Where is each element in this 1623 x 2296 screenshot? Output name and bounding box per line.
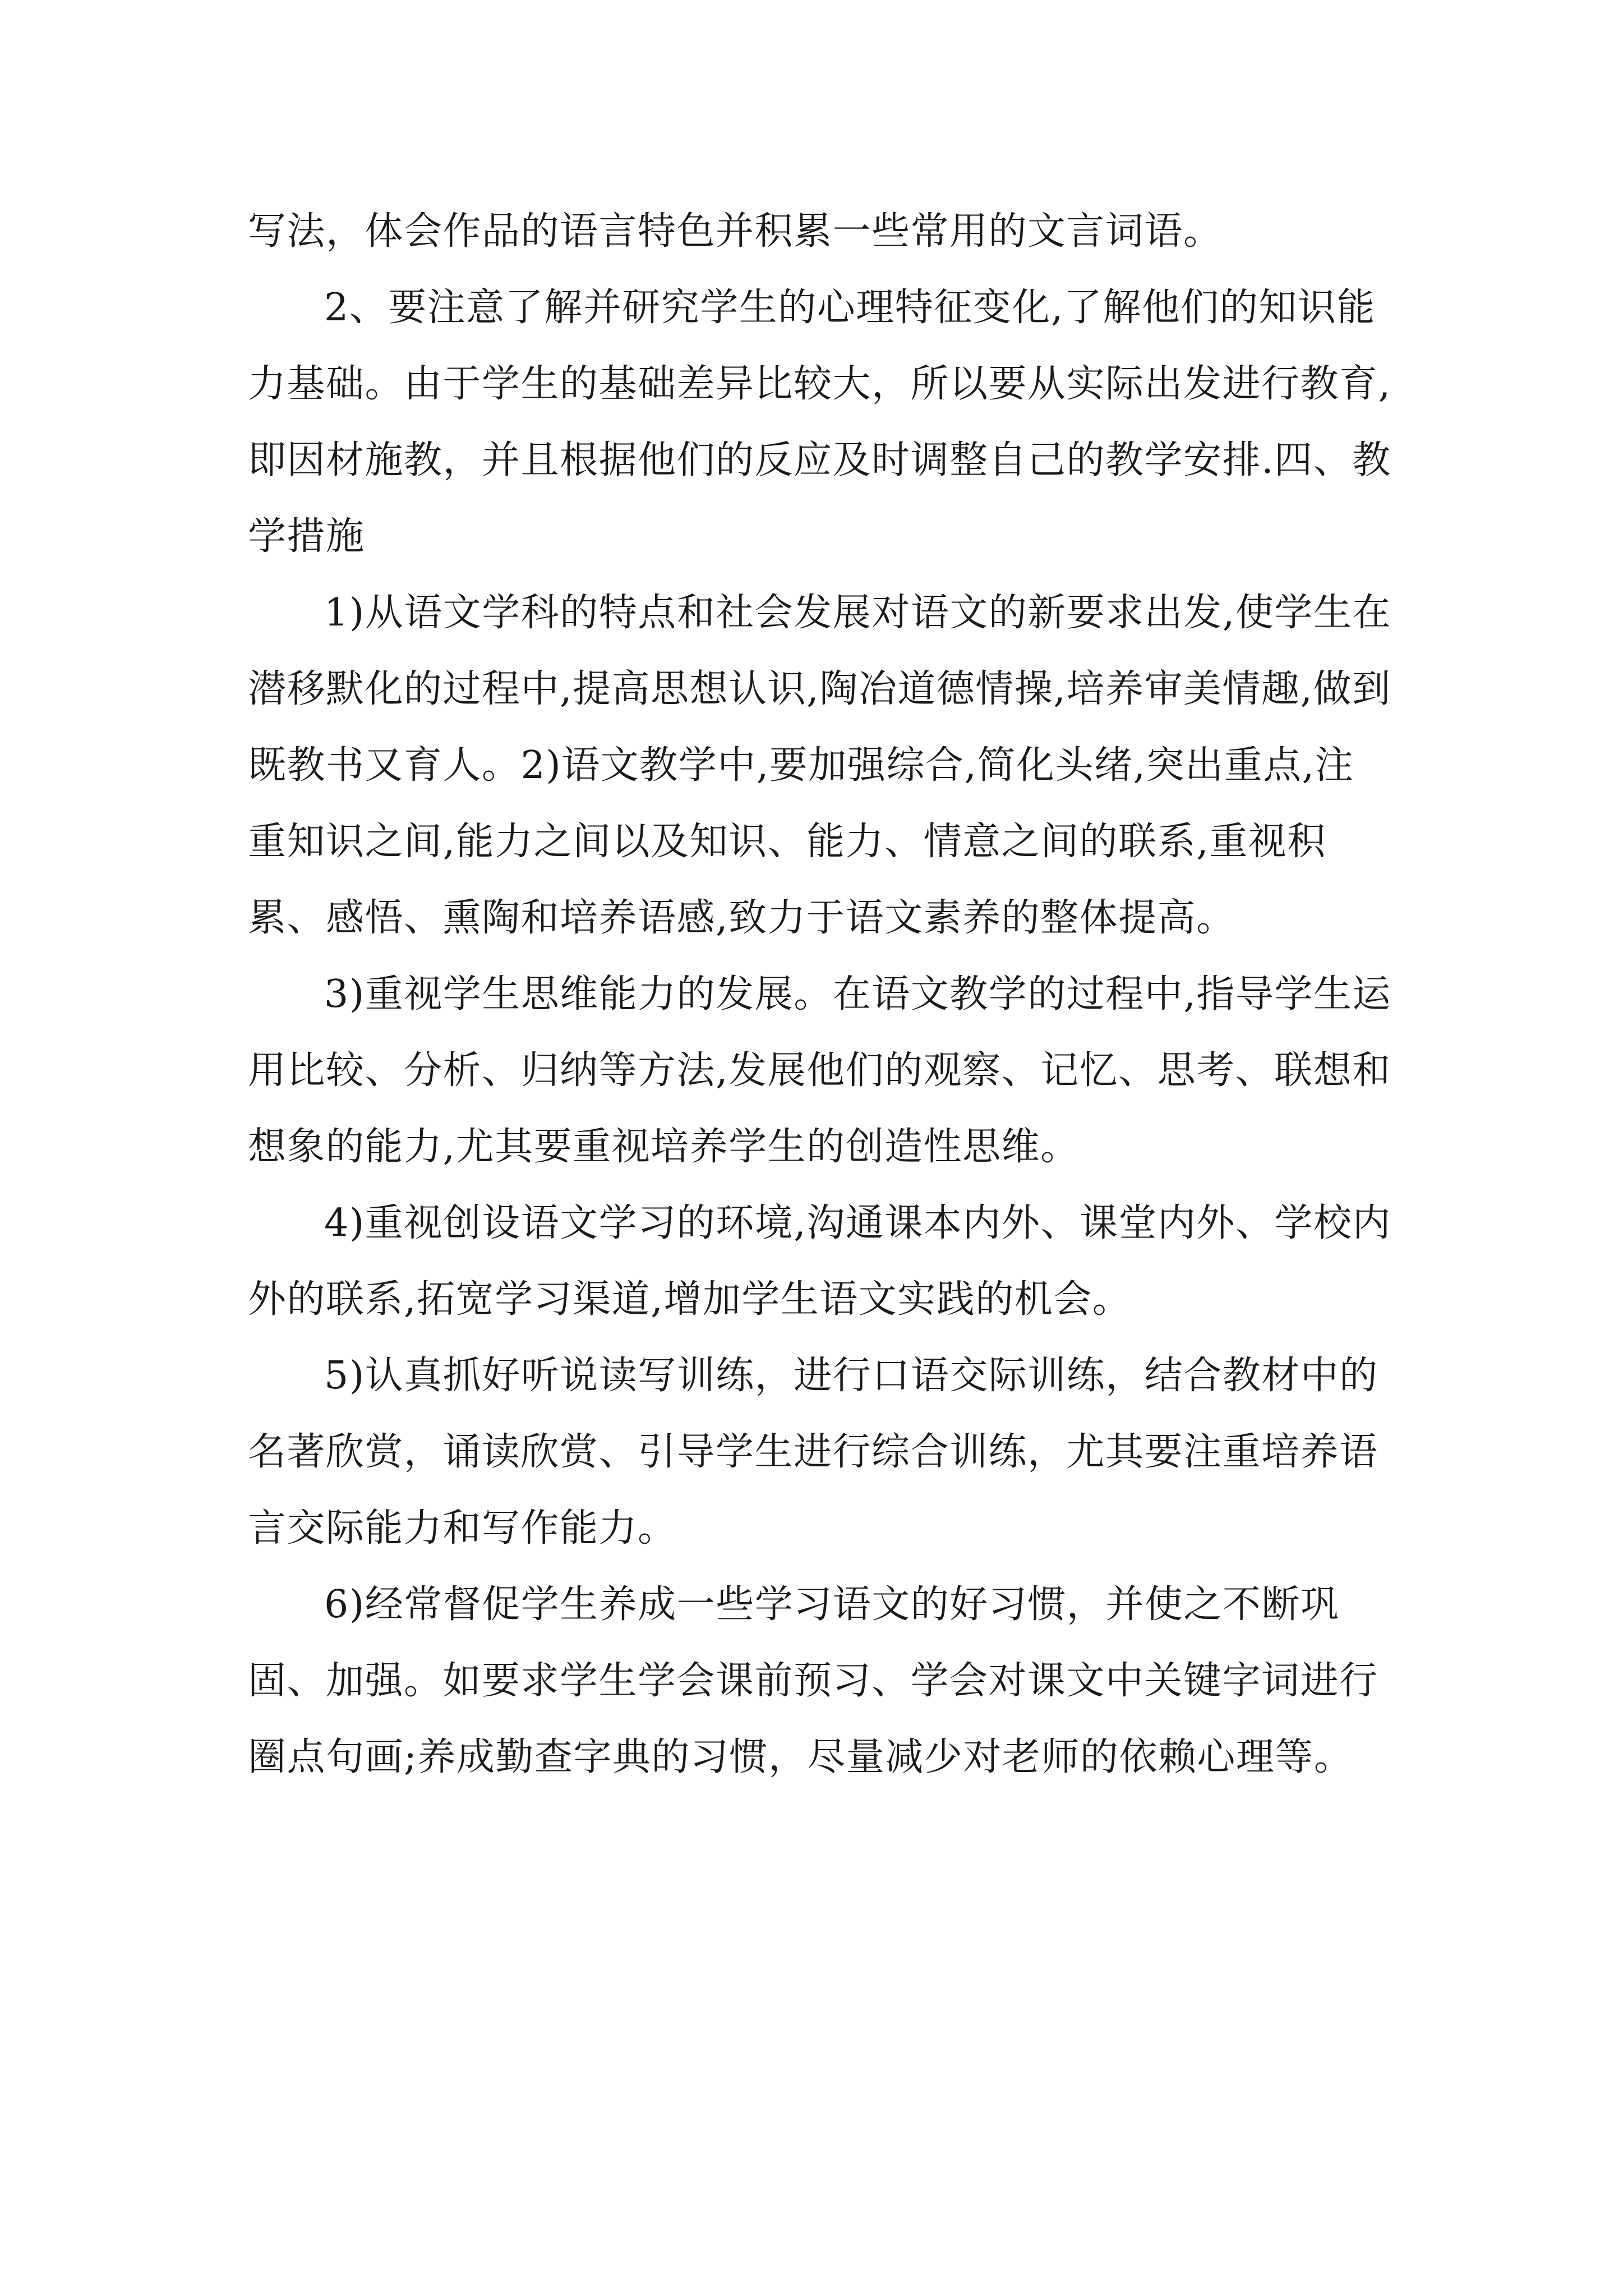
paragraph-measure-1-2: 1)从语文学科的特点和社会发展对语文的新要求出发,使学生在潜移默化的过程中,提高思想认识,陶冶道德情操,培养审美情趣,做到既教书又育人。2)语文教学中,要加强综合,简化头绪,突出重点,注重知识之间,能力之间以及知识、能力、情意之间的联系,重视积累、感悟、熏陶和培养语感,致力于语文素养的整体提高。	[248, 591, 1391, 940]
paragraph-measure-5: 5)认真抓好听说读写训练，进行口语交际训练，结合教材中的名著欣赏，诵读欣赏、引导学生进行综合训练，尤其要注重培养语言交际能力和写作能力。	[248, 1354, 1378, 1550]
paragraph-measure-3: 3)重视学生思维能力的发展。在语文教学的过程中,指导学生运用比较、分析、归纳等方法,发展他们的观察、记忆、思考、联想和想象的能力,尤其要重视培养学生的创造性思维。	[248, 972, 1391, 1169]
paragraph-measure-6: 6)经常督促学生养成一些学习语文的好习惯，并使之不断巩固、加强。如要求学生学会课前预习、学会对课文中关键字词进行圈点句画;养成勤查字典的习惯，尽量减少对老师的依赖心理等。	[248, 1582, 1378, 1779]
paragraph-continuation: 写法，体会作品的语言特色并积累一些常用的文言词语。	[248, 209, 1223, 254]
document-body	[248, 194, 1392, 1796]
paragraph-student-understanding: 2、要注意了解并研究学生的心理特征变化,了解他们的知识能力基础。由于学生的基础差异比较大，所以要从实际出发进行教育,即因材施教，并且根据他们的反应及时调整自己的教学安排.四、教学措施	[248, 286, 1391, 559]
paragraph-measure-4: 4)重视创设语文学习的环境,沟通课本内外、课堂内外、学校内外的联系,拓宽学习渠道,增加学生语文实践的机会。	[248, 1201, 1391, 1322]
